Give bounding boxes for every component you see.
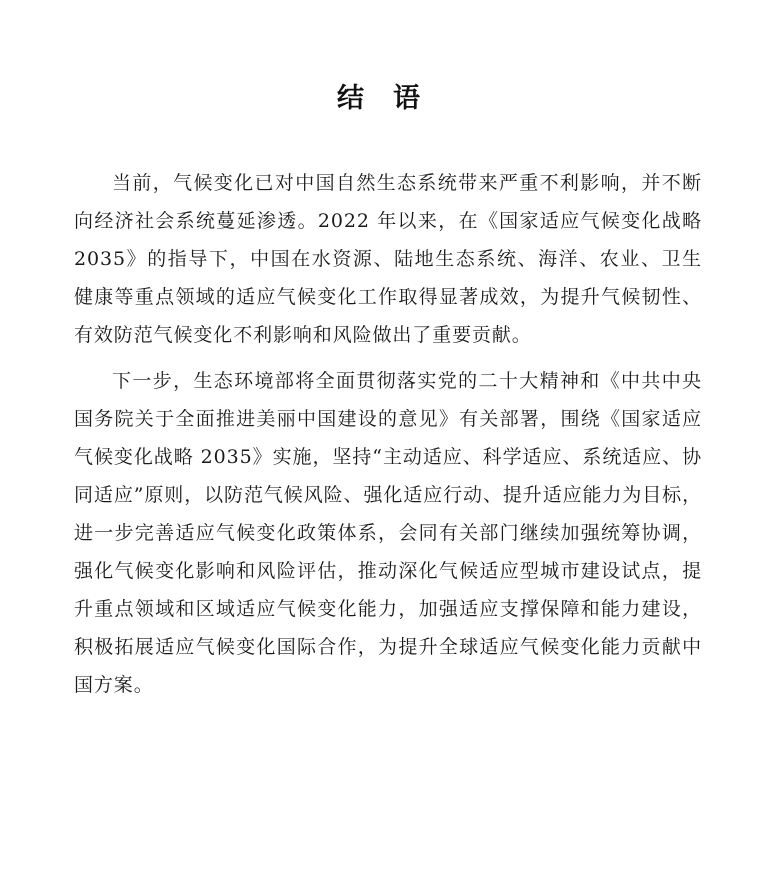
body-text bbox=[74, 164, 702, 704]
paragraph-current-situation: 当前，气候变化已对中国自然生态系统带来严重不利影响，并不断向经济社会系统蔓延渗透。2022 年以来，在《国家适应气候变化战略 2035》的指导下，中国在水资源、陆地生态系统、海洋、农业、卫生健康等重点领域的适应气候变化工作取得显著成效，为提升气候韧性、有效防范气候变化不利影响和风险做出了重要贡献。 bbox=[74, 172, 702, 346]
page-title: 结 语 bbox=[337, 83, 421, 114]
paragraph-next-steps: 下一步，生态环境部将全面贯彻落实党的二十大精神和《中共中央 国务院关于全面推进美丽中国建设的意见》有关部署，围绕《国家适应气候变化战略 2035》实施，坚持“主动适应、科学适应、系统适应、协同适应”原则，以防范气候风险、强化适应行动、提升适应能力为目标，进一步完善适应气候变化政策体系，会同有关部门继续加强统筹协调，强化气候变化影响和风险评估，推动深化气候适应型城市建设试点，提升重点领域和区域适应气候变化能力，加强适应支撑保障和能力建设，积极拓展适应气候变化国际合作，为提升全球适应气候变化能力贡献中国方案。 bbox=[74, 370, 702, 696]
